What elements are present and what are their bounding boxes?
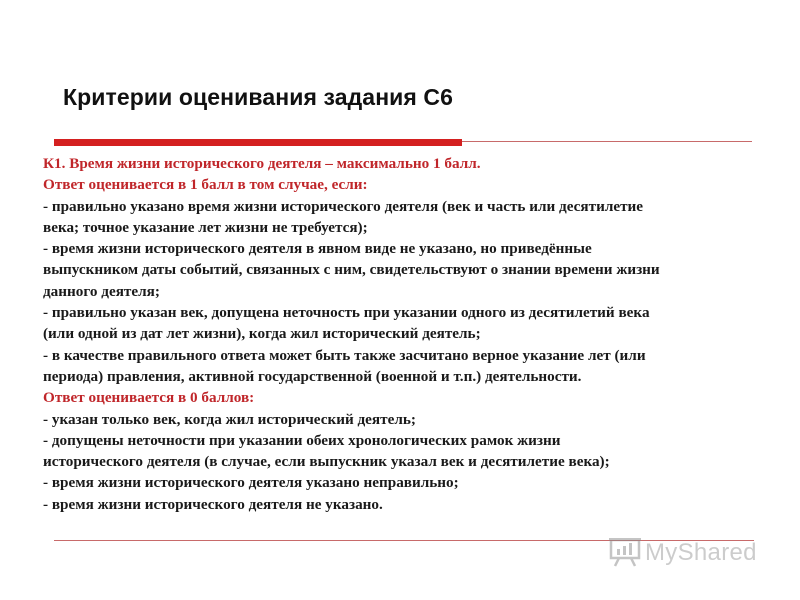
criteria-line: - в качестве правильного ответа может быть также засчитано верное указание лет (или [43,346,646,364]
criteria-line: данного деятеля; [43,282,160,300]
criteria-line: - правильно указан век, допущена неточность при указании одного из десятилетий века [43,304,650,322]
score-0-heading: Ответ оценивается в 0 баллов: [43,389,255,407]
k1-heading: К1. Время жизни исторического деятеля – максимально 1 балл. [43,155,481,172]
criteria-line: века; точное указание лет жизни не требуется); [43,218,368,236]
criteria-line: выпускником даты событий, связанных с ним, свидетельствуют о знании времени жизни [43,261,660,279]
criteria-text-block [43,153,768,515]
criteria-line: - время жизни исторического деятеля не указано. [43,495,383,513]
score-1-heading: Ответ оценивается в 1 балл в том случае, если: [43,176,368,194]
criteria-line: - время жизни исторического деятеля в явном виде не указано, но приведённые [43,240,592,258]
criteria-line: - указан только век, когда жил исторический деятель; [43,410,416,428]
criteria-line: - допущены неточности при указании обеих хронологических рамок жизни [43,431,561,449]
title-red-bar [54,139,462,146]
presentation-board-icon [608,535,642,572]
criteria-line: исторического деятеля (в случае, если выпускник указал век и десятилетие века); [43,453,610,471]
criteria-line: (или одной из дат лет жизни), когда жил исторический деятель; [43,325,481,343]
criteria-line: периода) правления, активной государственной (военной и т.п.) деятельности. [43,367,582,385]
criteria-line: - правильно указано время жизни исторического деятеля (век и часть или десятилетие [43,197,644,215]
watermark-text: MyShared [645,539,757,566]
criteria-line: - время жизни исторического деятеля указано неправильно; [43,474,459,492]
myshared-watermark[interactable] [608,536,757,570]
title-divider-line [462,141,752,142]
slide-title: Критерии оценивания задания С6 [63,84,454,110]
